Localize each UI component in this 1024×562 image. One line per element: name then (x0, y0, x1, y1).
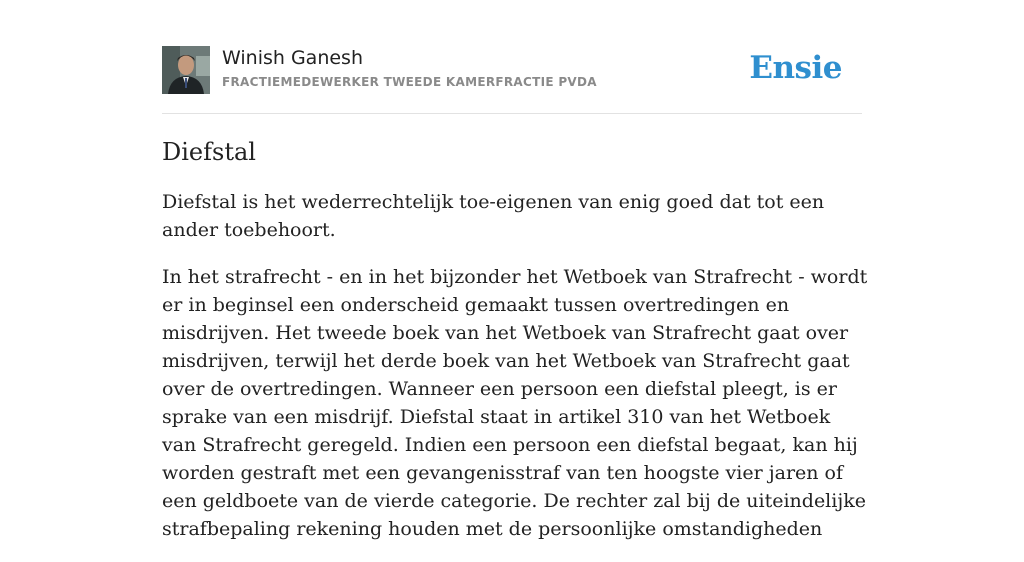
author-header (162, 46, 862, 96)
author-name[interactable]: Winish Ganesh (222, 47, 363, 69)
author-avatar[interactable] (162, 46, 210, 94)
header-divider (162, 113, 862, 114)
author-role: FRACTIEMEDEWERKER TWEEDE KAMERFRACTIE PVDA (222, 75, 597, 89)
ensie-logo[interactable]: Ensie (749, 50, 842, 86)
article (162, 136, 868, 562)
article-paragraph: Diefstal is het wederrechtelijk toe-eigenen van enig goed dat tot een ander toebehoort. (162, 191, 825, 241)
article-title: Diefstal (162, 138, 256, 166)
avatar-photo-icon (162, 46, 210, 94)
article-paragraph: In het strafrecht - en in het bijzonder het Wetboek van Strafrecht - wordt er in beginsel een onderscheid gemaakt tussen overtredingen en misdrijven. Het tweede boek van het Wetboek van Strafrecht gaat over misdrijven, terwijl het derde boek van het Wetboek van Strafrecht gaat over de overtredingen. Wanneer een persoon een diefstal pleegt, is er sprake van een misdrijf. Diefstal staat in artikel 310 van het Wetboek van Strafrecht geregeld. Indien een persoon een diefstal begaat, kan hij worden gestraft met een gevangenisstraf van ten hoogste vier jaren of een geldboete van de vierde categorie. De rechter zal bij de uiteindelijke strafbepaling rekening houden met de persoonlijke omstandigheden (162, 266, 868, 540)
